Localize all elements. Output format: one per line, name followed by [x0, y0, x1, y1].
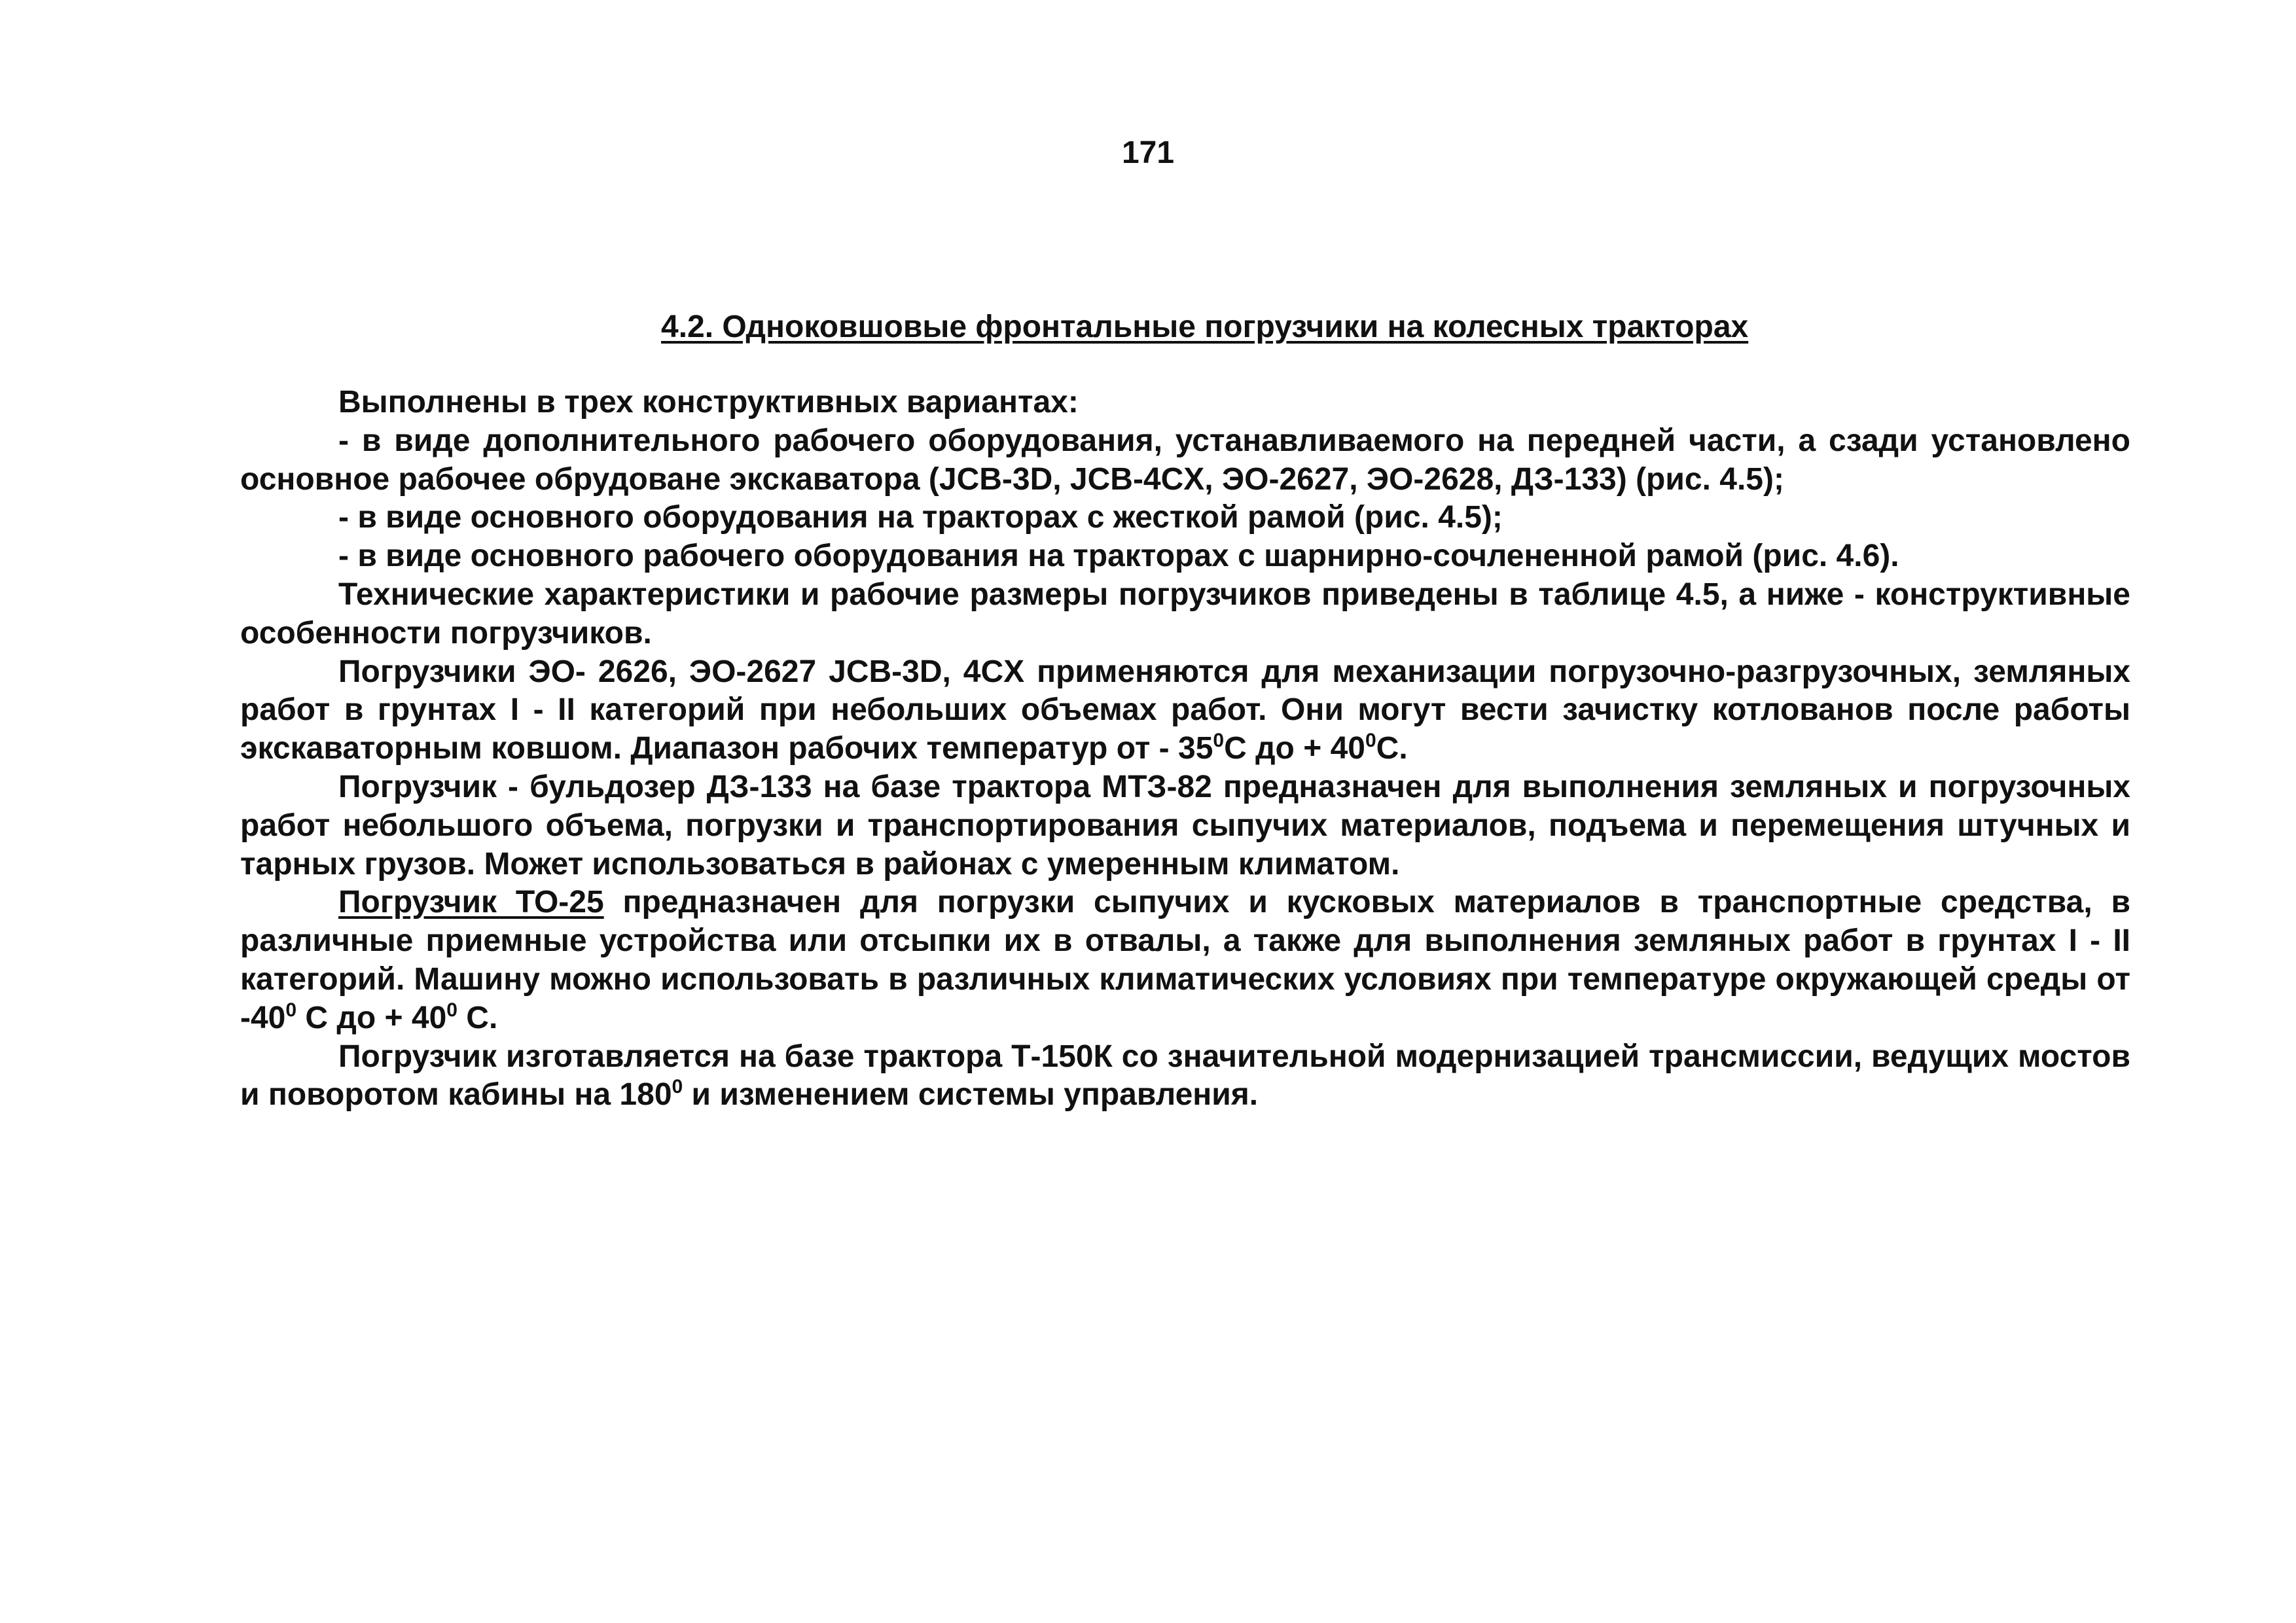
eo-loaders-text: Погрузчики ЭО- 2626, ЭО-2627 JCB-3D, 4CX применяются для механизации погрузочно-разгрузочных, земляных работ в грунтах I - II категорий при небольших объемах работ. Они могут вести зачистку котлованов после работы экскаваторным ковшом. Диапазон рабочих температур от - 35 — [240, 654, 2130, 766]
paragraph-to25 — [240, 883, 2130, 1037]
paragraph-base — [240, 1038, 2130, 1115]
degree-superscript: 0 — [1213, 730, 1225, 752]
to25-mid: С до + 40 — [296, 1000, 447, 1035]
degree-superscript: 0 — [446, 999, 457, 1021]
to25-text: предназначен для погрузки сыпучих и кусковых материалов в транспортные средства, в различные приемные устройства или отсыпки их в отвалы, а также для выполнения земляных работ в грунтах I - II категорий. Машину можно использовать в различных климатических условиях при температуре окружающей среды от -40 — [240, 885, 2130, 1035]
degree-superscript: 0 — [672, 1076, 683, 1098]
eo-loaders-mid: С до + 40 — [1224, 731, 1365, 766]
paragraph-variant-3: - в виде основного рабочего оборудования на тракторах с шарнирно-сочлененной рамой (рис. 4.6). — [338, 539, 1899, 574]
paragraph-variant-1: - в виде дополнительного рабочего оборудования, устанавливаемого на передней части, а сзади установлено основное рабочее обрудоване экскаватора (JCB-3D, JCB-4CX, ЭО-2627, ЭО-2628, ДЗ-133) (рис. 4.5); — [240, 423, 2130, 497]
section-title: 4.2. Одноковшовые фронтальные погрузчики на колесных тракторах — [661, 310, 1749, 344]
degree-superscript: 0 — [1365, 730, 1376, 752]
base-text: Погрузчик изготавляется на базе трактора Т-150К со значительной модернизацией трансмиссии, ведущих мостов и поворотом кабины на 180 — [240, 1039, 2130, 1113]
base-end: и изменением системы управления. — [683, 1077, 1259, 1113]
paragraph-dz133: Погрузчик - бульдозер ДЗ-133 на базе трактора МТЗ-82 предназначен для выполнения земляных и погрузочных работ небольшого объема, погрузки и транспортирования сыпучих материалов, подъема и перемещения штучных и тарных грузов. Может использоваться в районах с умеренным климатом. — [240, 769, 2130, 882]
document-body — [240, 383, 2130, 1115]
paragraph-eo-loaders — [240, 653, 2130, 768]
paragraph-variant-2: - в виде основного оборудования на тракторах с жесткой рамой (рис. 4.5); — [338, 500, 1503, 535]
paragraph-intro: Выполнены в трех конструктивных вариантах: — [338, 385, 1079, 419]
to25-end: С. — [457, 1000, 498, 1035]
degree-superscript: 0 — [285, 999, 297, 1021]
page-number: 171 — [1121, 135, 1175, 170]
eo-loaders-end: С. — [1376, 731, 1408, 766]
to25-name: Погрузчик ТО-25 — [338, 885, 604, 920]
paragraph-specs: Технические характеристики и рабочие размеры погрузчиков приведены в таблице 4.5, а ниже - конструктивные особенности погрузчиков. — [240, 577, 2130, 651]
